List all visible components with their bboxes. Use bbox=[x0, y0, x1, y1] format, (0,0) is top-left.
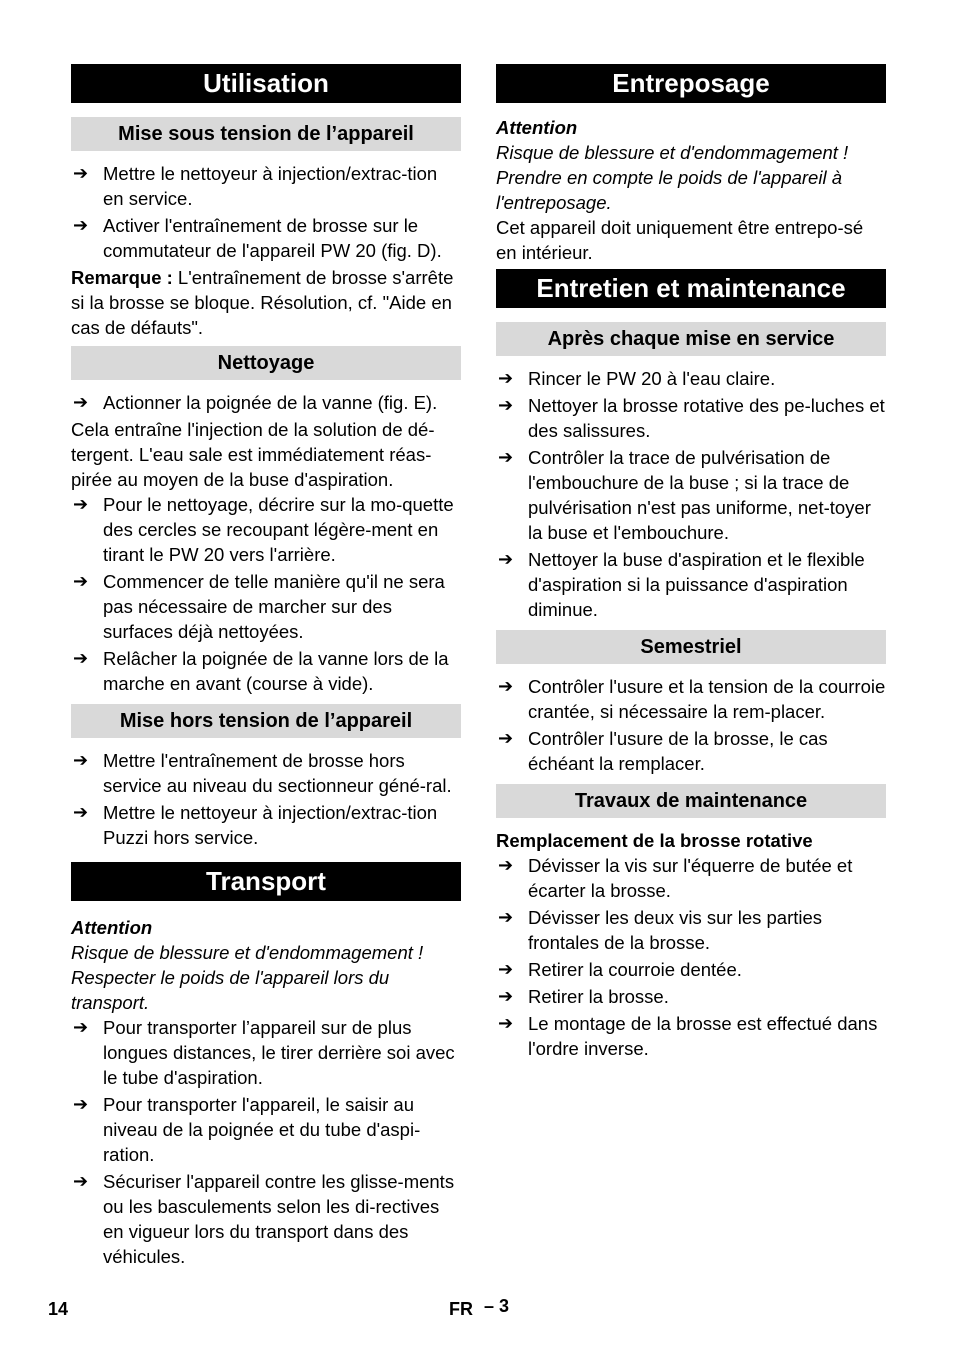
attention-label: Attention bbox=[496, 117, 578, 138]
subsection-title-travaux: Travaux de maintenance bbox=[496, 784, 886, 818]
list-item: ➔ Pour transporter l'appareil, le saisir au niveau de la poignée et du tube d'aspi-ration. bbox=[73, 1094, 421, 1165]
right-column bbox=[496, 64, 886, 1063]
entreposage-paragraph: Cet appareil doit uniquement être entrepo-sé en intérieur. bbox=[496, 217, 864, 263]
arrow-right-icon: ➔ bbox=[73, 494, 89, 515]
arrow-right-icon: ➔ bbox=[73, 163, 89, 184]
list-item: ➔ Dévisser les deux vis sur les parties frontales de la brosse. bbox=[498, 907, 823, 953]
section-title-entreposage: Entreposage bbox=[496, 64, 886, 103]
arrow-right-icon: ➔ bbox=[73, 392, 89, 413]
arrow-right-icon: ➔ bbox=[498, 907, 514, 928]
subsection-title-mise-sous-tension: Mise sous tension de l’appareil bbox=[71, 117, 461, 151]
sub-page-number: – 3 bbox=[484, 1296, 510, 1316]
list-item: ➔ Dévisser la vis sur l'équerre de butée et écarter la brosse. bbox=[498, 855, 853, 901]
arrow-right-icon: ➔ bbox=[73, 750, 89, 771]
arrow-right-icon: ➔ bbox=[498, 676, 514, 697]
page-number: 14 bbox=[48, 1299, 69, 1319]
language-code: FR bbox=[449, 1299, 473, 1319]
list-item: ➔ Actionner la poignée de la vanne (fig. E). bbox=[73, 392, 438, 413]
list-item: ➔ Contrôler la trace de pulvérisation de l'embouchure de la buse ; si la trace de pulvérisation n'est pas uniforme, net-toyer la buse et l'embouchure. bbox=[498, 447, 871, 543]
left-column bbox=[71, 64, 461, 1271]
list-item: ➔ Nettoyer la buse d'aspiration et le flexible d'aspiration si la puissance d'aspiration diminue. bbox=[498, 549, 865, 620]
arrow-right-icon: ➔ bbox=[73, 1094, 89, 1115]
list-item: ➔ Contrôler l'usure de la brosse, le cas échéant la remplacer. bbox=[498, 728, 828, 774]
list-item: ➔ Pour le nettoyage, décrire sur la mo-quette des cercles se recoupant légère-ment en tirant le PW 20 vers l'arrière. bbox=[73, 494, 454, 565]
list-item: ➔ Retirer la courroie dentée. bbox=[498, 959, 742, 980]
heading-remplacement: Remplacement de la brosse rotative bbox=[496, 830, 813, 851]
list-item: ➔ Le montage de la brosse est effectué dans l'ordre inverse. bbox=[498, 1013, 878, 1059]
list-item: ➔ Commencer de telle manière qu'il ne sera pas nécessaire de marcher sur des surfaces déjà nettoyées. bbox=[73, 571, 445, 642]
arrow-right-icon: ➔ bbox=[73, 648, 89, 669]
warning-text: Risque de blessure et d'endommagement ! Respecter le poids de l'appareil lors du transport. bbox=[71, 942, 424, 1013]
section-title-entretien: Entretien et maintenance bbox=[496, 269, 886, 308]
arrow-right-icon: ➔ bbox=[498, 728, 514, 749]
subsection-title-nettoyage: Nettoyage bbox=[71, 346, 461, 380]
list-item: ➔ Activer l'entraînement de brosse sur le commutateur de l'appareil PW 20 (fig. D). bbox=[73, 215, 442, 261]
subsection-title-apres-chaque: Après chaque mise en service bbox=[496, 322, 886, 356]
arrow-right-icon: ➔ bbox=[498, 368, 514, 389]
list-item: ➔ Mettre le nettoyeur à injection/extrac-tion en service. bbox=[73, 163, 438, 209]
subsection-title-semestriel: Semestriel bbox=[496, 630, 886, 664]
subsection-title-mise-hors-tension: Mise hors tension de l’appareil bbox=[71, 704, 461, 738]
arrow-right-icon: ➔ bbox=[498, 986, 514, 1007]
arrow-right-icon: ➔ bbox=[73, 215, 89, 236]
arrow-right-icon: ➔ bbox=[498, 1013, 514, 1034]
attention-label: Attention bbox=[71, 917, 153, 938]
nettoyage-paragraph: Cela entraîne l'injection de la solution de dé-tergent. L'eau sale est immédiatement réas-pirée au moyen de la buse d'aspiration. bbox=[71, 419, 435, 490]
arrow-right-icon: ➔ bbox=[73, 802, 89, 823]
list-item: ➔ Nettoyer la brosse rotative des pe-luches et des salissures. bbox=[498, 395, 885, 441]
section-title-transport: Transport bbox=[71, 862, 461, 901]
arrow-right-icon: ➔ bbox=[73, 571, 89, 592]
arrow-right-icon: ➔ bbox=[73, 1017, 89, 1038]
warning-text: Risque de blessure et d'endommagement ! Prendre en compte le poids de l'appareil à l'entreposage. bbox=[496, 142, 849, 213]
list-item: ➔ Sécuriser l'appareil contre les glisse-ments ou les basculements selon les di-rectives en vigueur lors du transport dans des véhicules. bbox=[73, 1171, 455, 1267]
arrow-right-icon: ➔ bbox=[73, 1171, 89, 1192]
list-item: ➔ Contrôler l'usure et la tension de la courroie crantée, si nécessaire la rem-placer. bbox=[498, 676, 886, 722]
arrow-right-icon: ➔ bbox=[498, 395, 514, 416]
section-title-utilisation: Utilisation bbox=[71, 64, 461, 103]
arrow-right-icon: ➔ bbox=[498, 549, 514, 570]
list-item: ➔ Retirer la brosse. bbox=[498, 986, 669, 1007]
list-item: ➔ Mettre le nettoyeur à injection/extrac-tion Puzzi hors service. bbox=[73, 802, 438, 848]
remarque-paragraph: Remarque : L'entraînement de brosse s'arrête si la brosse se bloque. Résolution, cf. "Aide en cas de défauts". bbox=[71, 267, 454, 338]
list-item: ➔ Pour transporter l’appareil sur de plus longues distances, le tirer derrière soi avec le tube d'aspiration. bbox=[73, 1017, 455, 1088]
list-item: ➔ Mettre l'entraînement de brosse hors service au niveau du sectionneur géné-ral. bbox=[73, 750, 452, 796]
list-item: ➔ Relâcher la poignée de la vanne lors de la marche en avant (course à vide). bbox=[73, 648, 449, 694]
arrow-right-icon: ➔ bbox=[498, 855, 514, 876]
arrow-right-icon: ➔ bbox=[498, 447, 514, 468]
arrow-right-icon: ➔ bbox=[498, 959, 514, 980]
list-item: ➔ Rincer le PW 20 à l'eau claire. bbox=[498, 368, 776, 389]
